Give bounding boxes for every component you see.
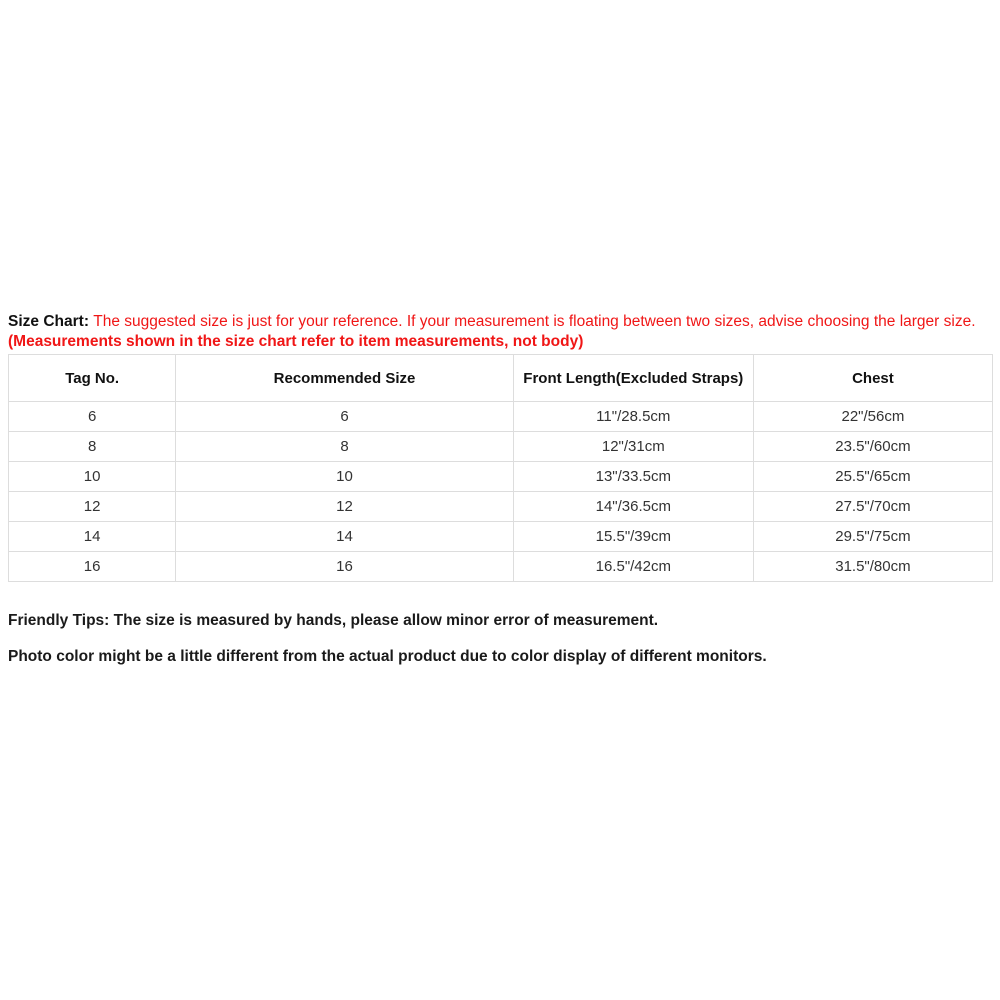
- cell-tag-no: 6: [9, 402, 176, 432]
- cell-chest: 25.5"/65cm: [753, 462, 992, 492]
- table-row: [9, 552, 993, 582]
- cell-chest: 23.5"/60cm: [753, 432, 992, 462]
- cell-tag-no: 8: [9, 432, 176, 462]
- cell-front-length: 12"/31cm: [513, 432, 753, 462]
- table-row: [9, 432, 993, 462]
- size-table-body: [9, 402, 993, 582]
- cell-tag-no: 14: [9, 522, 176, 552]
- cell-chest: 31.5"/80cm: [753, 552, 992, 582]
- cell-chest: 29.5"/75cm: [753, 522, 992, 552]
- cell-front-length: 15.5"/39cm: [513, 522, 753, 552]
- table-row: [9, 402, 993, 432]
- cell-recommended-size: 12: [176, 492, 514, 522]
- cell-recommended-size: 8: [176, 432, 514, 462]
- header-front-length: Front Length(Excluded Straps): [513, 355, 753, 402]
- cell-chest: 22"/56cm: [753, 402, 992, 432]
- notice-body: The suggested size is just for your reference. If your measurement is floating between two sizes, advise choosing the larger size.: [93, 313, 976, 330]
- cell-front-length: 13"/33.5cm: [513, 462, 753, 492]
- cell-front-length: 14"/36.5cm: [513, 492, 753, 522]
- size-chart-content: [8, 312, 993, 666]
- cell-recommended-size: 10: [176, 462, 514, 492]
- notice-separator: :: [83, 313, 94, 330]
- size-table-header: [9, 355, 993, 402]
- cell-tag-no: 12: [9, 492, 176, 522]
- cell-recommended-size: 16: [176, 552, 514, 582]
- cell-front-length: 11"/28.5cm: [513, 402, 753, 432]
- cell-chest: 27.5"/70cm: [753, 492, 992, 522]
- table-row: [9, 522, 993, 552]
- notice-title: Size Chart: [8, 313, 84, 330]
- table-row: [9, 462, 993, 492]
- header-chest: Chest: [753, 355, 992, 402]
- header-tag-no: Tag No.: [9, 355, 176, 402]
- header-row: [9, 355, 993, 402]
- cell-tag-no: 10: [9, 462, 176, 492]
- cell-recommended-size: 14: [176, 522, 514, 552]
- cell-recommended-size: 6: [176, 402, 514, 432]
- cell-front-length: 16.5"/42cm: [513, 552, 753, 582]
- size-chart-notice: [8, 312, 993, 332]
- header-recommended-size: Recommended Size: [176, 355, 514, 402]
- size-table: [8, 354, 993, 582]
- cell-tag-no: 16: [9, 552, 176, 582]
- photo-color-note: Photo color might be a little different from the actual product due to color display of different monitors.: [8, 648, 767, 665]
- table-row: [9, 492, 993, 522]
- friendly-tips-text: Friendly Tips: The size is measured by hands, please allow minor error of measurement.: [8, 612, 659, 629]
- notice-subtext: (Measurements shown in the size chart refer to item measurements, not body): [8, 332, 584, 350]
